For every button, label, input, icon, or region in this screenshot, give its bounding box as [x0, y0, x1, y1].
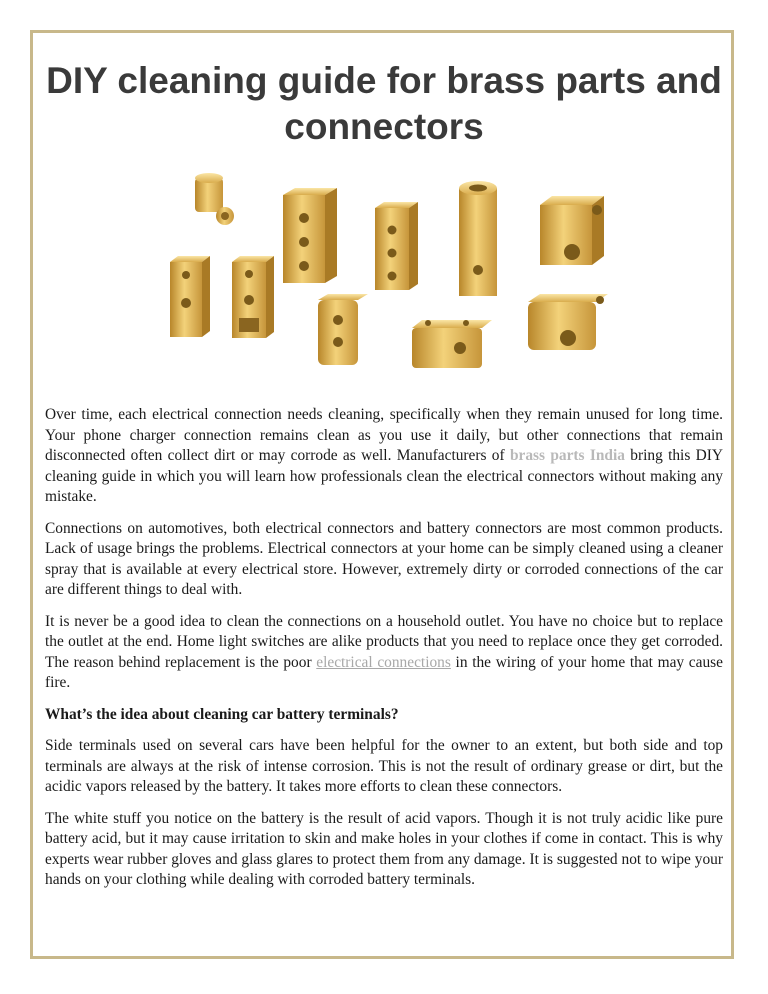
section-heading: What’s the idea about cleaning car battery terminals?	[45, 705, 399, 723]
paragraph-intro-text-b: bring this DIY cleaning guide in which you will learn how professionals clean the electrical connectors without making any mistake.	[45, 447, 724, 505]
paragraph-intro	[45, 405, 723, 508]
page-title: DIY cleaning guide for brass parts and connectors	[46, 60, 722, 147]
paragraph-intro-text-a: Over time, each electrical connection needs cleaning, specifically when they remain unused for long time. Your phone charger connection remains clean as you use it daily, but other connections that remain disconnected often collect dirt or may corrode as well. Manufacturers of	[45, 406, 723, 464]
paragraph-household	[45, 612, 723, 694]
paragraph-automotive: Connections on automotives, both electrical connectors and battery connectors are most common products. Lack of usage brings the problems. Electrical connectors at your home can be simply cleaned using a cleaner spray that is available at every electrical store. However, extremely dirty or corroded connections of the car are different things to deal with.	[45, 519, 723, 598]
article-body	[45, 405, 723, 902]
brass-parts-india-link[interactable]: brass parts India	[509, 447, 625, 464]
electrical-connections-link[interactable]: electrical connections	[316, 653, 451, 671]
paragraph-white-stuff: The white stuff you notice on the battery is the result of acid vapors. Though it is not truly acidic like pure battery acid, but it may cause irritation to skin and make holes in your clothes if come in contact. This is why experts wear rubber gloves and glass glares to protect them from any damage. It is suggested not to wipe your hands on your clothing while dealing with corroded battery terminals.	[45, 809, 723, 888]
brass-connectors-image	[150, 170, 620, 395]
paragraph-household-text-a: It is never be a good idea to clean the connections on a household outlet. You have no choice but to replace the outlet at the end. Home light switches are alike products that you need to replace once they get corroded. The reason behind replacement is the poor	[45, 612, 723, 671]
paragraph-household-text-b: in the wiring of your home that may cause fire.	[45, 653, 723, 691]
paragraph-side-terminals: Side terminals used on several cars have been helpful for the owner to an extent, but both side and top terminals are always at the risk of intense corrosion. This is not the result of ordinary grease or dirt, but the acidic vapors released by the battery. It takes more efforts to clean these connectors.	[45, 737, 723, 795]
